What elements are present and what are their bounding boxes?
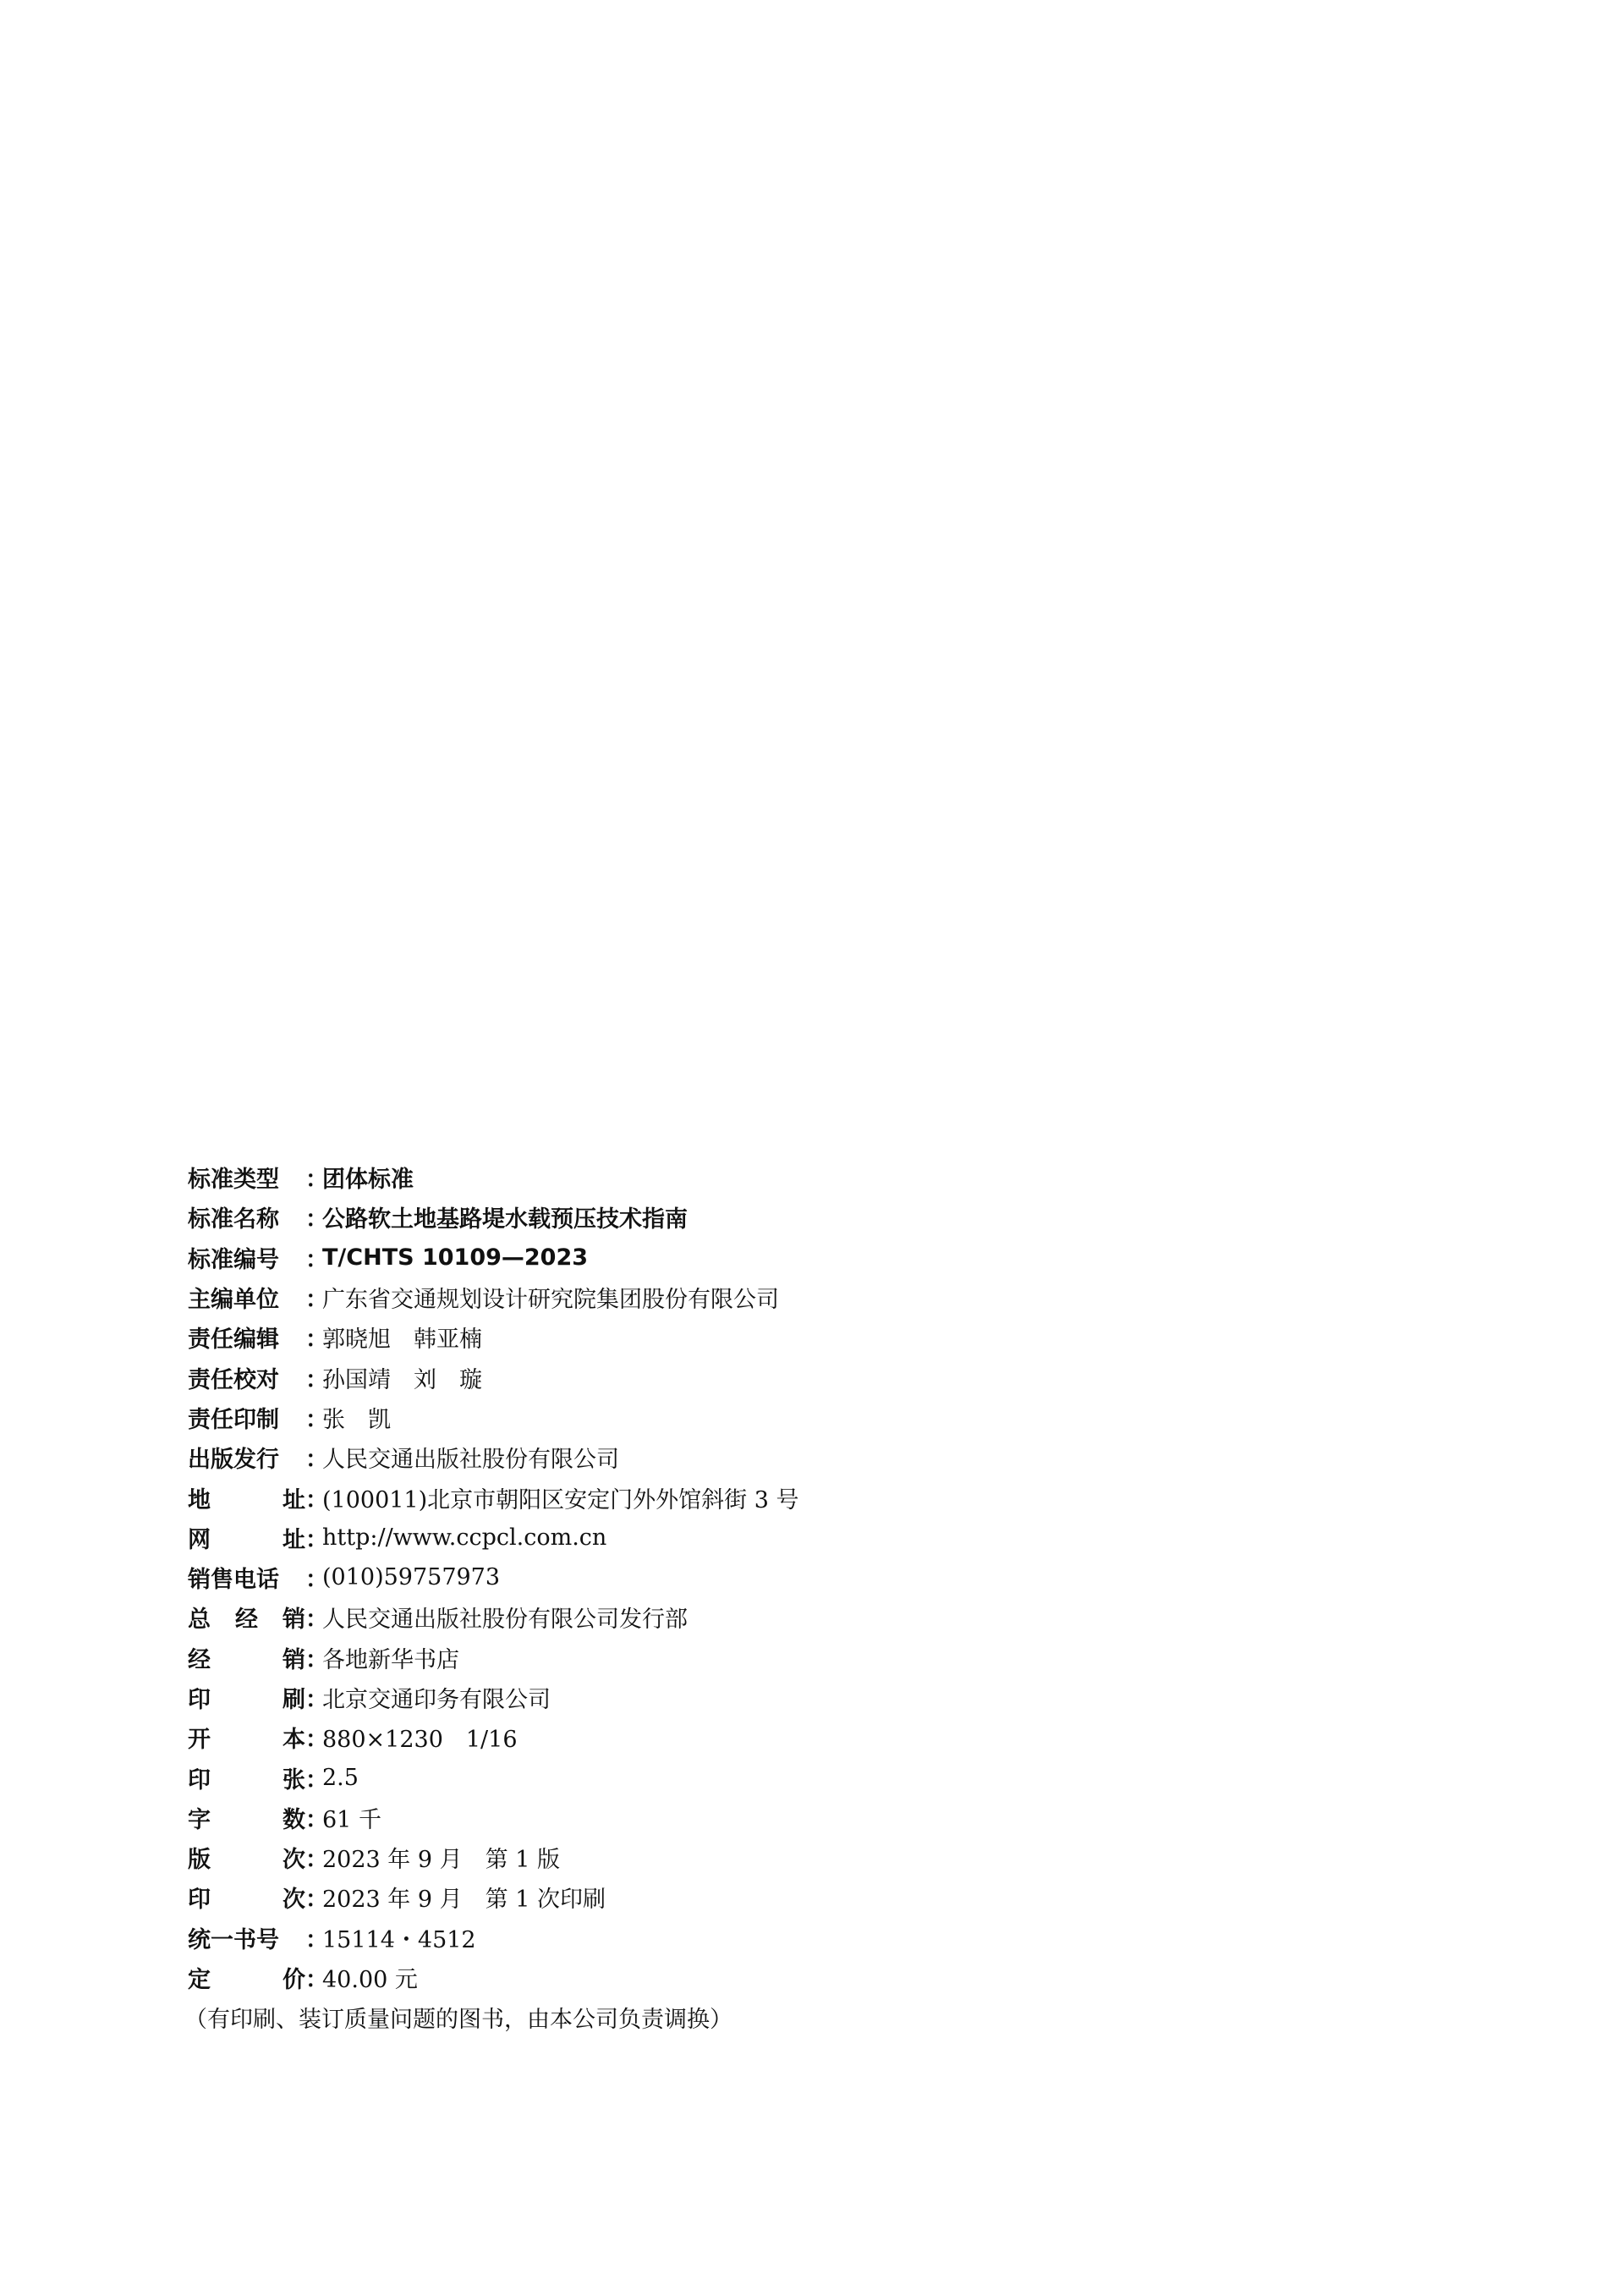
colophon-row — [188, 1678, 1457, 1717]
colophon-row — [188, 1918, 1457, 1958]
colophon-value: 2023 年 9 月 第 1 次印刷 — [322, 1887, 606, 1914]
colophon-label: 定 价 — [188, 1967, 305, 1994]
colophon-label: 主编单位 — [188, 1287, 279, 1314]
colophon-row — [188, 1197, 1457, 1237]
colophon-row — [188, 1757, 1457, 1797]
colophon-colon: ： — [305, 1246, 328, 1273]
colophon-label: 开 本 — [188, 1727, 305, 1754]
colophon-colon: ： — [305, 1327, 328, 1354]
colophon-colon: ： — [305, 1206, 328, 1233]
colophon-colon: ： — [305, 1567, 328, 1594]
colophon-label: 销售电话 — [188, 1567, 279, 1594]
colophon-value: http://www.ccpcl.com.cn — [322, 1524, 607, 1551]
colophon-label: 责任编辑 — [188, 1327, 279, 1354]
colophon-colon: ： — [305, 1727, 328, 1754]
colophon-colon: ： — [305, 1687, 328, 1713]
colophon-row — [188, 1238, 1457, 1277]
colophon-colon: ： — [305, 1406, 328, 1433]
colophon-value: 2023 年 9 月 第 1 版 — [322, 1847, 560, 1874]
colophon-colon: ： — [305, 1766, 328, 1793]
colophon-label: 字 数 — [188, 1806, 305, 1833]
colophon-row — [188, 1717, 1457, 1757]
colophon-block — [184, 1157, 1457, 2037]
colophon-label: 责任印制 — [188, 1406, 279, 1433]
colophon-label: 印 张 — [188, 1766, 305, 1793]
colophon-colon: ： — [305, 1646, 328, 1673]
colophon-label: 总 经 销 — [188, 1607, 305, 1634]
colophon-row — [188, 1157, 1457, 1197]
colophon-label: 经 销 — [188, 1646, 305, 1673]
colophon-label: 出版发行 — [188, 1447, 279, 1474]
colophon-row — [188, 1958, 1457, 1997]
colophon-value: 人民交通出版社股份有限公司 — [322, 1447, 619, 1474]
colophon-value: 40.00 元 — [322, 1967, 418, 1994]
colophon-row — [188, 1798, 1457, 1837]
colophon-label: 地 址 — [188, 1486, 305, 1513]
colophon-row — [188, 1317, 1457, 1357]
colophon-value: T/CHTS 10109—2023 — [322, 1244, 589, 1271]
colophon-colon: ： — [305, 1926, 328, 1953]
colophon-colon: ： — [305, 1887, 328, 1914]
colophon-value: 公路软土地基路堤水载预压技术指南 — [322, 1206, 688, 1233]
colophon-label: 印 刷 — [188, 1687, 305, 1713]
colophon-row — [188, 1877, 1457, 1917]
colophon-row — [188, 1398, 1457, 1437]
colophon-label: 版 次 — [188, 1847, 305, 1874]
colophon-label: 标准类型 — [188, 1167, 279, 1194]
colophon-value: 张 凯 — [322, 1406, 391, 1433]
colophon-value: 孙国靖 刘 璇 — [322, 1366, 482, 1393]
colophon-value: 各地新华书店 — [322, 1646, 459, 1673]
colophon-label: 印 次 — [188, 1887, 305, 1914]
colophon-row — [188, 1477, 1457, 1517]
colophon-label: 网 址 — [188, 1526, 305, 1553]
colophon-colon: ： — [305, 1447, 328, 1474]
colophon-colon: ： — [305, 1607, 328, 1634]
colophon-colon: ： — [305, 1366, 328, 1393]
colophon-row — [188, 1597, 1457, 1637]
colophon-value: 团体标准 — [322, 1167, 414, 1194]
colophon-value: 郭晓旭 韩亚楠 — [322, 1327, 482, 1354]
colophon-row — [188, 1837, 1457, 1877]
colophon-label: 标准名称 — [188, 1206, 279, 1233]
colophon-row — [188, 1638, 1457, 1678]
colophon-row — [188, 1357, 1457, 1397]
colophon-row — [188, 1437, 1457, 1477]
colophon-value: 北京交通印务有限公司 — [322, 1687, 551, 1713]
replacement-note: （有印刷、装订质量问题的图书，由本公司负责调换） — [184, 2007, 732, 2034]
colophon-colon: ： — [305, 1486, 328, 1513]
colophon-value: (100011)北京市朝阳区安定门外外馆斜街 3 号 — [322, 1486, 799, 1513]
colophon-row — [188, 1277, 1457, 1317]
colophon-value: 广东省交通规划设计研究院集团股份有限公司 — [322, 1287, 779, 1314]
colophon-row — [188, 1557, 1457, 1597]
colophon-value: 人民交通出版社股份有限公司发行部 — [322, 1607, 688, 1634]
colophon-label: 统一书号 — [188, 1926, 279, 1953]
colophon-colon: ： — [305, 1847, 328, 1874]
colophon-value: 15114・4512 — [322, 1926, 476, 1953]
colophon-colon: ： — [305, 1167, 328, 1194]
colophon-colon: ： — [305, 1967, 328, 1994]
colophon-colon: ： — [305, 1287, 328, 1314]
colophon-value: 61 千 — [322, 1806, 381, 1833]
colophon-value: 2.5 — [322, 1764, 359, 1791]
colophon-value: 880×1230 1/16 — [322, 1727, 518, 1754]
colophon-colon: ： — [305, 1526, 328, 1553]
colophon-row — [188, 1518, 1457, 1557]
colophon-label: 责任校对 — [188, 1366, 279, 1393]
colophon-value: (010)59757973 — [322, 1564, 501, 1591]
colophon-colon: ： — [305, 1806, 328, 1833]
colophon-label: 标准编号 — [188, 1246, 279, 1273]
